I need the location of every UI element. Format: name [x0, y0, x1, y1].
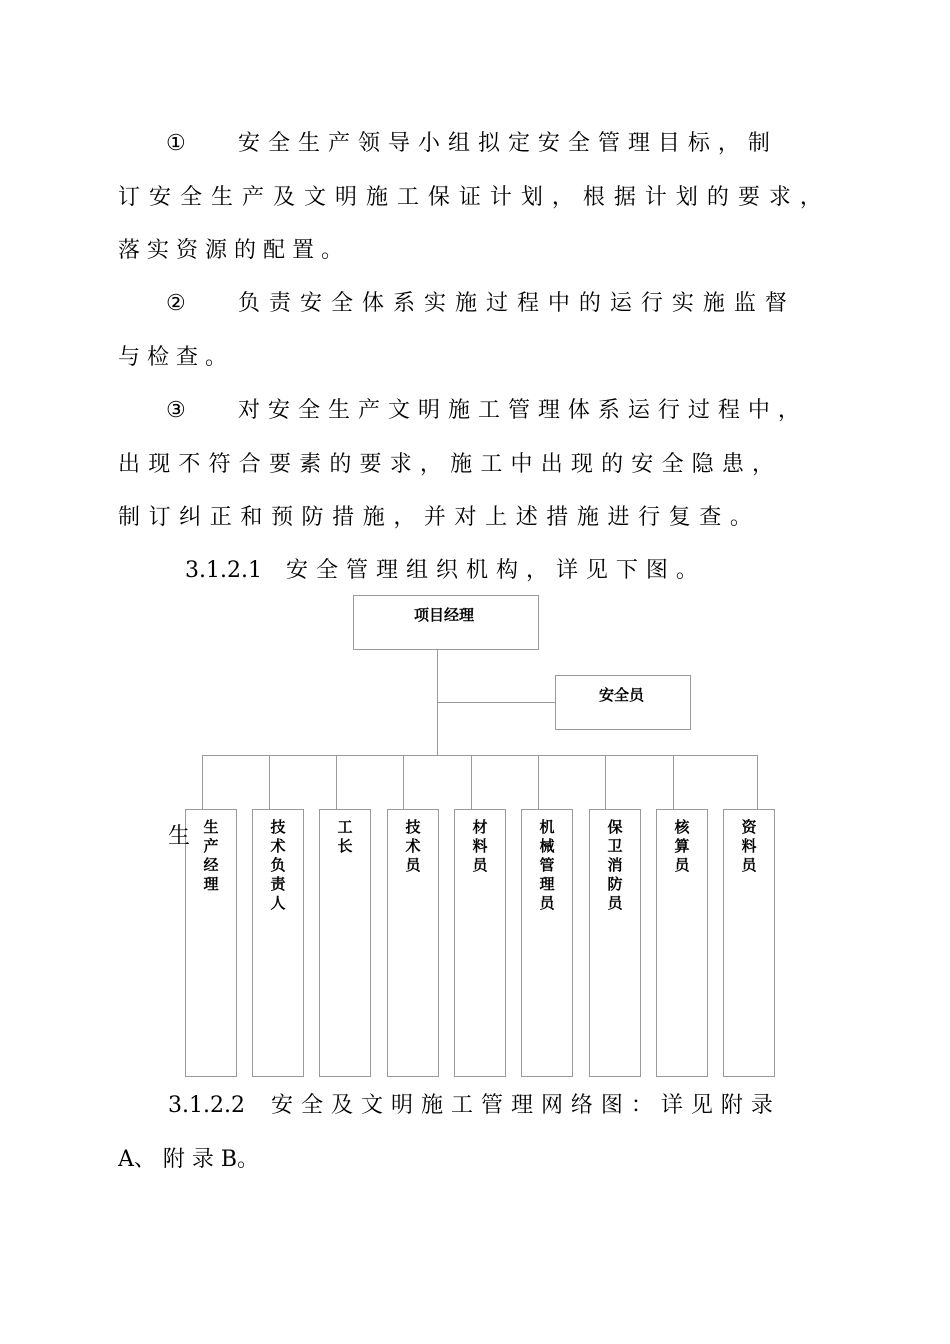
section-3122-number: 3.1.2.2	[168, 1093, 245, 1118]
org-child-char: 消	[607, 856, 623, 874]
org-child-char: 管	[539, 856, 555, 874]
p1-line1: 安 全 生 产 领 导 小 组 拟 定 安 全 管 理 目 标 ， 制	[238, 131, 771, 156]
p3-line2: 出 现 不 符 合 要 素 的 要 求 ， 施 工 中 出 现 的 安 全 隐 患 ，	[118, 452, 775, 477]
org-child-char: 负	[270, 856, 286, 874]
org-top-box	[353, 595, 539, 650]
org-child-char: 员	[674, 856, 690, 874]
org-child-char: 员	[539, 894, 555, 912]
org-drop-line	[605, 755, 606, 809]
org-child-char: 核	[674, 818, 690, 836]
p2-line1: 负 责 安 全 体 系 实 施 过 程 中 的 运 行 实 施 监 督	[238, 291, 788, 316]
org-child-char: 员	[741, 856, 757, 874]
org-child-label	[320, 818, 370, 856]
org-child-char: 人	[270, 894, 286, 912]
p2-line2: 与 检 查 。	[118, 345, 227, 370]
org-child-char: 术	[270, 837, 286, 855]
org-child-char: 料	[741, 837, 757, 855]
org-drop-line	[471, 755, 472, 809]
org-child-box	[454, 809, 506, 1077]
org-child-char: 经	[203, 856, 219, 874]
p3-line1: 对 安 全 生 产 文 明 施 工 管 理 体 系 运 行 过 程 中 ，	[238, 398, 801, 423]
org-child-label	[186, 818, 236, 894]
org-child-char: 生	[203, 818, 219, 836]
section-3121-number: 3.1.2.1	[185, 558, 262, 583]
org-drop-line	[269, 755, 270, 809]
org-child-box	[252, 809, 304, 1077]
org-child-char: 理	[203, 875, 219, 893]
org-child-box	[723, 809, 775, 1077]
org-child-label	[388, 818, 438, 875]
org-child-label	[522, 818, 572, 913]
org-child-char: 员	[405, 856, 421, 874]
org-child-char: 技	[270, 818, 286, 836]
org-child-box	[185, 809, 237, 1077]
org-child-char: 技	[405, 818, 421, 836]
org-drop-line	[202, 755, 203, 809]
org-drop-line	[403, 755, 404, 809]
org-drop-line	[336, 755, 337, 809]
org-child-label	[590, 818, 640, 913]
org-child-char: 机	[539, 818, 555, 836]
org-child-label	[455, 818, 505, 875]
org-child-char: 防	[607, 875, 623, 893]
p1-line2: 订 安 全 生 产 及 文 明 施 工 保 证 计 划 ， 根 据 计 划 的 要 求 ，	[118, 185, 823, 210]
org-child-char: 产	[203, 837, 219, 855]
org-child-box	[589, 809, 641, 1077]
org-child-char: 员	[472, 856, 488, 874]
org-side-label: 安全员	[599, 686, 645, 704]
org-side-box	[555, 675, 691, 730]
p2-number: ②	[166, 291, 186, 316]
org-child-char: 理	[539, 875, 555, 893]
org-child-char: 资	[741, 818, 757, 836]
org-child-box	[387, 809, 439, 1077]
org-drop-line	[673, 755, 674, 809]
org-child-box	[521, 809, 573, 1077]
org-child-label	[253, 818, 303, 913]
org-stray-char: 生	[168, 824, 191, 849]
org-child-box	[656, 809, 708, 1077]
org-child-char: 术	[405, 837, 421, 855]
org-child-char: 械	[539, 837, 555, 855]
p1-line3: 落 实 资 源 的 配 置 。	[118, 238, 343, 263]
org-child-box	[319, 809, 371, 1077]
org-child-char: 算	[674, 837, 690, 855]
section-3121-text: 安 全 管 理 组 织 机 构 ， 详 见 下 图 。	[286, 558, 699, 583]
org-trunk-line	[437, 650, 438, 756]
org-child-char: 员	[607, 894, 623, 912]
org-child-char: 工	[337, 818, 353, 836]
org-child-char: 长	[337, 837, 353, 855]
org-child-label	[724, 818, 774, 875]
org-child-label	[657, 818, 707, 875]
org-top-label: 项目经理	[414, 606, 475, 624]
org-branch-line	[202, 755, 758, 756]
section-3122-line2: A、 附 录 B。	[118, 1147, 260, 1172]
org-child-char: 责	[270, 875, 286, 893]
org-child-char: 卫	[607, 837, 623, 855]
section-3122-line1: 安 全 及 文 明 施 工 管 理 网 络 图 ： 详 见 附 录	[271, 1093, 774, 1118]
org-drop-line	[757, 755, 758, 809]
org-child-char: 料	[472, 837, 488, 855]
p3-line3: 制 订 纠 正 和 预 防 措 施 ， 并 对 上 述 措 施 进 行 复 查 。	[118, 505, 753, 530]
org-child-char: 材	[472, 818, 488, 836]
org-side-line	[437, 702, 556, 703]
org-child-char: 保	[607, 818, 623, 836]
org-drop-line	[538, 755, 539, 809]
p3-number: ③	[166, 398, 186, 423]
p1-number: ①	[166, 131, 186, 156]
